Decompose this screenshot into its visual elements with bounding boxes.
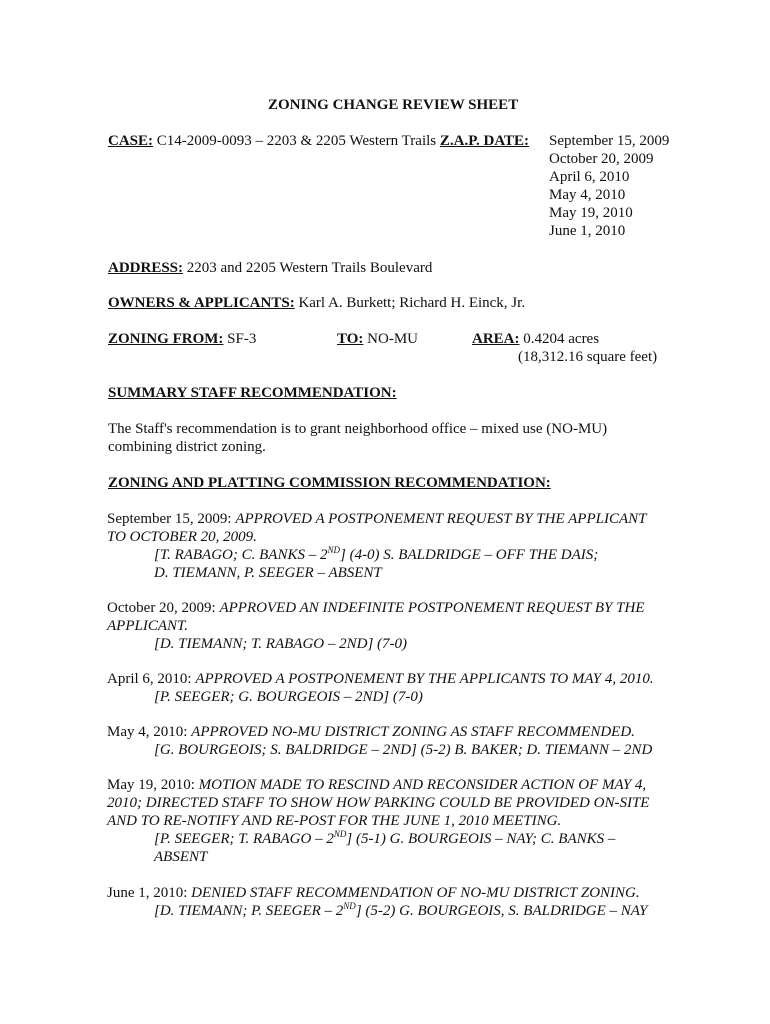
zap-date: September 15, 2009 (549, 133, 670, 149)
zapc-entry (107, 723, 652, 759)
zap-date: April 6, 2010 (549, 169, 630, 185)
area-value: 0.4204 acres (523, 331, 600, 347)
entry-date: June 1, 2010: (107, 885, 188, 901)
zoning-from-label: ZONING FROM: (108, 331, 224, 347)
entry-action: APPROVED AN INDEFINITE POSTPONEMENT REQUEST BY THE (219, 600, 645, 616)
entry-vote: [D. TIEMANN; P. SEEGER – 2ND] (5-2) G. BOURGEOIS, S. BALDRIDGE – NAY (154, 901, 648, 919)
zap-date: June 1, 2010 (549, 223, 626, 239)
entry-action: DENIED STAFF RECOMMENDATION OF NO-MU DISTRICT ZONING. (191, 885, 640, 901)
entry-date: May 19, 2010: (107, 777, 195, 793)
area-sqft: (18,312.16 square feet) (518, 349, 658, 365)
entry-action-cont: AND TO RE-NOTIFY AND RE-POST FOR THE JUNE 1, 2010 MEETING. (107, 813, 562, 829)
summary-text-line2: combining district zoning. (108, 439, 266, 455)
entry-vote: [P. SEEGER; G. BOURGEOIS – 2ND] (7-0) (154, 689, 423, 705)
entry-vote: [T. RABAGO; C. BANKS – 2ND] (4-0) S. BALDRIDGE – OFF THE DAIS; (154, 545, 599, 563)
zap-date: October 20, 2009 (549, 151, 654, 167)
entry-vote: [P. SEEGER; T. RABAGO – 2ND] (5-1) G. BOURGEOIS – NAY; C. BANKS – (154, 829, 616, 847)
entry-vote-cont: ABSENT (154, 849, 208, 865)
zapc-entry (107, 776, 649, 866)
entry-date: September 15, 2009: (107, 511, 232, 527)
entry-action-cont: TO OCTOBER 20, 2009. (107, 529, 257, 545)
zap-date-label: Z.A.P. DATE: (439, 133, 530, 149)
zapc-entry (107, 510, 646, 582)
summary-heading: SUMMARY STAFF RECOMMENDATION: (108, 385, 397, 401)
zoning-from (108, 330, 256, 348)
case-value: C14-2009-0093 – 2203 & 2205 Western Trails (156, 133, 437, 149)
zap-date: May 19, 2010 (549, 205, 633, 221)
zapc-entry (107, 599, 644, 653)
zapc-entry (107, 670, 654, 706)
zapc-heading: ZONING AND PLATTING COMMISSION RECOMMENDATION: (108, 475, 551, 491)
address-value: 2203 and 2205 Western Trails Boulevard (186, 260, 433, 276)
summary-text-line1: The Staff's recommendation is to grant neighborhood office – mixed use (NO-MU) (108, 421, 608, 437)
entry-vote: [G. BOURGEOIS; S. BALDRIDGE – 2ND] (5-2) B. BAKER; D. TIEMANN – 2ND (154, 742, 653, 758)
zoning-to-value: NO-MU (367, 331, 418, 347)
entry-action-cont: 2010; DIRECTED STAFF TO SHOW HOW PARKING COULD BE PROVIDED ON-SITE (107, 795, 650, 811)
zoning-from-value: SF-3 (227, 331, 257, 347)
zoning-area (472, 330, 599, 348)
address-label: ADDRESS: (108, 260, 184, 276)
page-title: ZONING CHANGE REVIEW SHEET (268, 97, 519, 113)
entry-action: MOTION MADE TO RESCIND AND RECONSIDER ACTION OF MAY 4, (198, 777, 647, 793)
zoning-to-label: TO: (337, 331, 364, 347)
entry-vote: [D. TIEMANN; T. RABAGO – 2ND] (7-0) (154, 636, 408, 652)
owners-value: Karl A. Burkett; Richard H. Einck, Jr. (298, 295, 526, 311)
owners-label: OWNERS & APPLICANTS: (108, 295, 295, 311)
entry-vote-cont: D. TIEMANN, P. SEEGER – ABSENT (154, 565, 382, 581)
entry-date: April 6, 2010: (107, 671, 192, 687)
owners-line (108, 294, 525, 312)
address-line (108, 259, 432, 277)
zoning-to (337, 330, 418, 348)
zap-date: May 4, 2010 (549, 187, 626, 203)
entry-date: October 20, 2009: (107, 600, 216, 616)
entry-date: May 4, 2010: (107, 724, 188, 740)
entry-action: APPROVED A POSTPONEMENT BY THE APPLICANTS TO MAY 4, 2010. (195, 671, 654, 687)
case-label: CASE: (108, 133, 154, 149)
entry-action: APPROVED A POSTPONEMENT REQUEST BY THE APPLICANT (235, 511, 647, 527)
case-line (108, 132, 529, 150)
zapc-entry (107, 884, 647, 920)
zap-dates-list (549, 132, 669, 240)
entry-action: APPROVED NO-MU DISTRICT ZONING AS STAFF RECOMMENDED. (191, 724, 635, 740)
entry-action-cont: APPLICANT. (107, 618, 188, 634)
area-label: AREA: (472, 331, 520, 347)
